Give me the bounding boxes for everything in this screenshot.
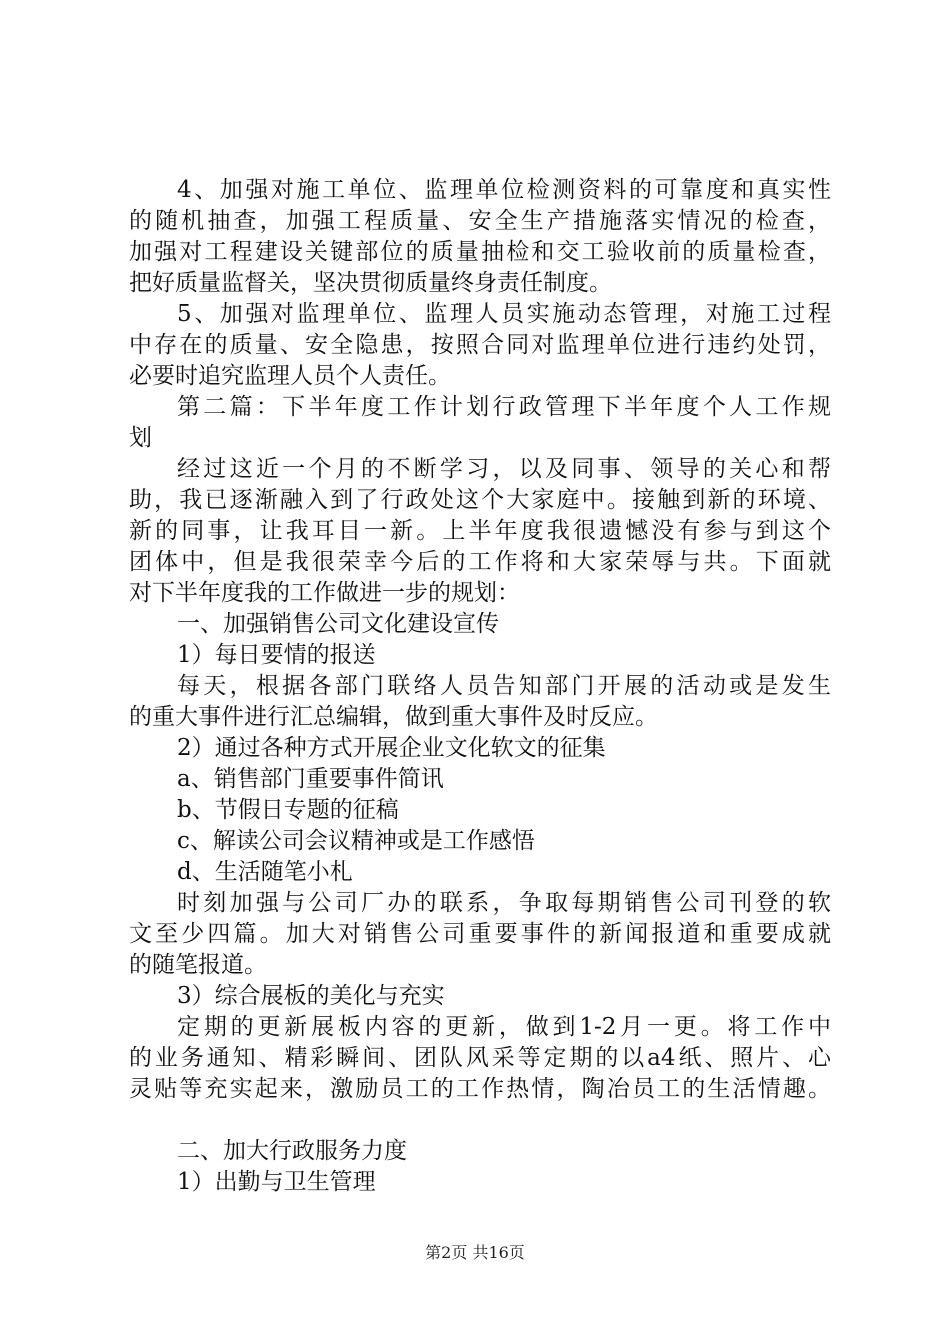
paragraph-line: 团体中，但是我很荣幸今后的工作将和大家荣辱与共。下面就 [129,549,831,575]
page-number-footer: 第2页 共16页 [425,1243,525,1262]
paragraph-line: 的随机抽查，加强工程质量、安全生产措施落实情况的检查， [129,208,831,234]
paragraph-line: 4、加强对施工单位、监理单位检测资料的可靠度和真实性 [177,177,831,203]
subheading-line: 2）通过各种方式开展企业文化软文的征集 [177,735,606,761]
document-body [129,175,831,1198]
paragraph-line: 灵贴等充实起来，激励员工的工作热情，陶冶员工的生活情趣。 [129,1076,831,1102]
paragraph-line: 的重大事件进行汇总编辑，做到重大事件及时反应。 [129,704,658,730]
paragraph-line: 把好质量监督关，坚决贯彻质量终身责任制度。 [129,270,612,296]
paragraph-line: 时刻加强与公司厂办的联系，争取每期销售公司刊登的软 [177,890,831,916]
list-item: d、生活随笔小札 [177,859,353,885]
subheading-line: 1）出勤与卫生管理 [177,1169,376,1195]
paragraph-line: 的业务通知、精彩瞬间、团队风采等定期的以a4纸、照片、心 [129,1045,831,1071]
section-heading-line: 划 [129,425,152,451]
paragraph-line: 必要时追究监理人员个人责任。 [129,363,451,389]
paragraph-line: 定期的更新展板内容的更新，做到1-2月一更。将工作中 [177,1014,831,1040]
section-heading-line: 第二篇：下半年度工作计划行政管理下半年度个人工作规 [177,394,831,420]
paragraph-line: 加强对工程建设关键部位的质量抽检和交工验收前的质量检查， [129,239,831,265]
paragraph-line: 中存在的质量、安全隐患，按照合同对监理单位进行违约处罚， [129,332,831,358]
paragraph-line: 新的同事，让我耳目一新。上半年度我很遗憾没有参与到这个 [129,518,831,544]
blank-line [129,1105,831,1136]
subheading-line: 一、加强销售公司文化建设宣传 [177,611,499,637]
paragraph-line: 每天，根据各部门联络人员告知部门开展的活动或是发生 [177,673,831,699]
paragraph-line: 5、加强对监理单位、监理人员实施动态管理，对施工过程 [177,301,831,327]
subheading-line: 1）每日要情的报送 [177,642,376,668]
paragraph-line: 经过这近一个月的不断学习，以及同事、领导的关心和帮 [177,456,831,482]
list-item: b、节假日专题的征稿 [177,797,399,823]
list-item: a、销售部门重要事件简讯 [177,766,444,792]
paragraph-line: 对下半年度我的工作做进一步的规划： [129,580,520,606]
paragraph-line: 助，我已逐渐融入到了行政处这个大家庭中。接触到新的环境、 [129,487,831,513]
paragraph-line: 文至少四篇。加大对销售公司重要事件的新闻报道和重要成就 [129,921,831,947]
subheading-line: 二、加大行政服务力度 [177,1138,407,1164]
subheading-line: 3）综合展板的美化与充实 [177,983,445,1009]
paragraph-line: 的随笔报道。 [129,952,267,978]
list-item: c、解读公司会议精神或是工作感悟 [177,828,535,854]
